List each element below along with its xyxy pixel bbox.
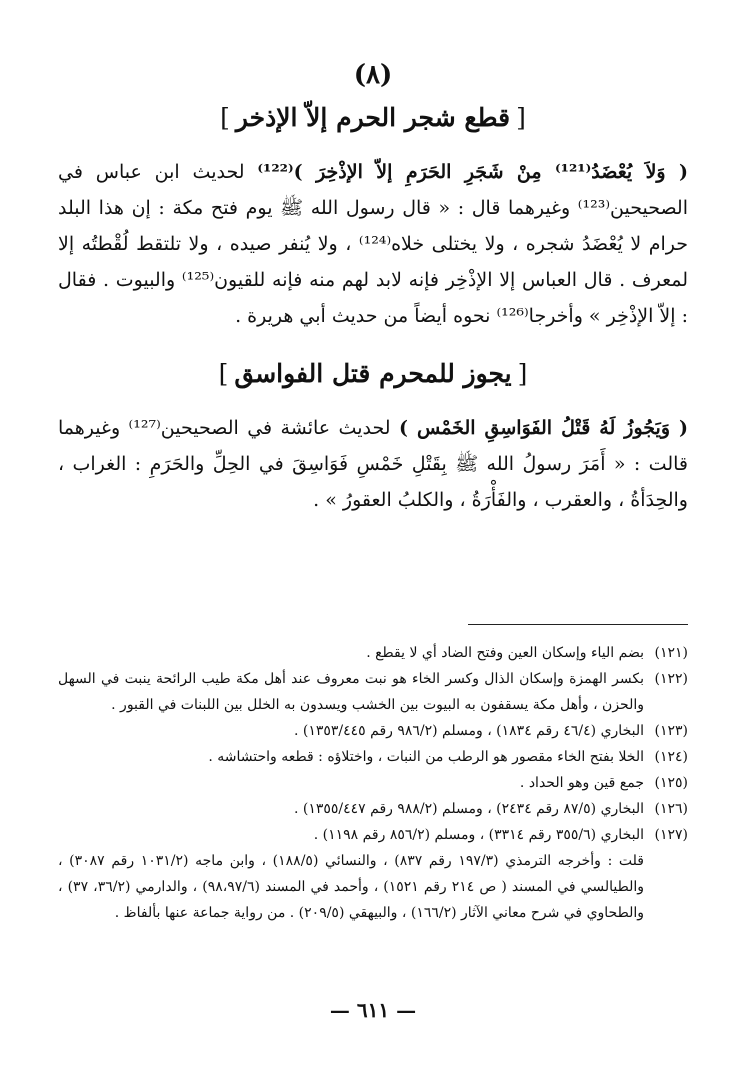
footnote-121	[58, 640, 688, 666]
section1-title: قطع شجر الحرم إلاّ الإذخر	[235, 103, 511, 132]
footnote-127	[58, 822, 688, 848]
footnote-number: (١٢٦)	[654, 801, 688, 817]
section1-heading	[58, 100, 688, 136]
section2-text	[58, 410, 688, 518]
section1-quote: ( وَلاَ يُعْضَدُ⁽¹²¹⁾ مِنْ شَجَرِ الحَرَمِ إلاّ الإذْخِرَ )⁽¹²²⁾	[257, 161, 688, 183]
footnote-text: بكسر الهمزة وإسكان الذال وكسر الخاء هو نبت معروف عند أهل مكة طيب الرائحة ينبت في السهل والحزن ، وأهل مكة يسقفون به البيوت بين الخشب ويسدون به الخلل بين اللبنات في القبور .	[58, 671, 644, 713]
footnote-number: (١٢٣)	[654, 723, 688, 739]
footnote-126	[58, 796, 688, 822]
section1-body: لحديث ابن عباس في الصحيحين⁽¹²³⁾ وغيرهما قال : « قال رسول الله ﷺ يوم فتح مكة : إن هذا البلد حرام لا يُعْضَدُ شجره ، ولا يختلى خلاه⁽¹²⁴⁾ ، ولا يُنفر صيده ، ولا تلتقط لُقْطتُه إلا لمعرف . قال العباس إلا الإذْخِر فإنه لابد لهم منه فإنه للقيون⁽¹²⁵⁾ والبيوت . فقال : إلاّ الإذْخِر » وأخرجا⁽¹²⁶⁾ نحوه أيضاً من حديث أبي هريرة .	[58, 161, 689, 327]
footnote-text: البخاري (٣٥٥/٦ رقم ٣٣١٤) ، ومسلم (٨٥٦/٢ رقم ١١٩٨) .	[313, 827, 644, 843]
footnote-text: البخاري (٤٦/٤ رقم ١٨٣٤) ، ومسلم (٩٨٦/٢ رقم ١٣٥٣/٤٤٥) .	[293, 723, 644, 739]
section2-quote: ( وَيَجُوزُ لَهُ قَتْلُ الفَوَاسِقِ الخَمْس )	[398, 417, 689, 439]
footnote-text: الخلا بفتح الخاء مقصور هو الرطب من النبات ، واختلاؤه : قطعه واحتشاشه .	[208, 749, 644, 765]
footnote-number: (١٢٥)	[654, 775, 688, 791]
section1-text	[58, 154, 688, 334]
footnote-number: (١٢٤)	[654, 749, 688, 765]
footnote-text: بضم الياء وإسكان العين وفتح الضاد أي لا يقطع .	[366, 645, 644, 661]
bracket-close: ]	[220, 103, 230, 132]
section2-heading	[58, 356, 688, 392]
book-page	[58, 58, 688, 1048]
footnote-125	[58, 770, 688, 796]
footnote-text: جمع قين وهو الحداد .	[519, 775, 644, 791]
footnote-number: (١٢٢)	[654, 671, 688, 687]
section2-body: لحديث عائشة في الصحيحين⁽¹²⁷⁾ وغيرهما قالت : « أَمَرَ رسولُ الله ﷺ بِقَتْلِ خَمْسِ فَوَاسِقَ في الحِلِّ والحَرَمِ : الغراب ، والحِدَأةُ ، والعقرب ، والفَأْرَةُ ، والكلبُ العقورُ » .	[58, 417, 688, 511]
footnote-divider	[468, 624, 688, 625]
footnotes	[58, 640, 688, 926]
chapter-number: (٨)	[353, 60, 393, 90]
bracket-open: [	[516, 103, 526, 132]
footnote-number: (١٢٧)	[654, 827, 688, 843]
footnote-124	[58, 744, 688, 770]
footnote-122	[58, 666, 688, 718]
footnote-127-continuation: قلت : وأخرجه الترمذي (١٩٧/٣ رقم ٨٣٧) ، والنسائي (١٨٨/٥) ، وابن ماجه (١٠٣١/٢ رقم ٣٠٨٧) ، والطيالسي في المسند ( ص ٢١٤ رقم ١٥٢١) ، وأحمد في المسند (٩٨،٩٧/٦) ، والدارمي (٣٦/٢، ٣٧) ، والطحاوي في شرح معاني الآثار (١٦٦/٢) ، والبيهقي (٢٠٩/٥) . من رواية جماعة عنها بألفاظ .	[58, 853, 644, 921]
page-number: — ٦١١ —	[329, 998, 417, 1022]
bracket-close: ]	[218, 359, 229, 388]
bracket-open: [	[517, 359, 528, 388]
footnote-number: (١٢١)	[654, 645, 688, 661]
footnote-123	[58, 718, 688, 744]
section2-title: يجوز للمحرم قتل الفواسق	[234, 359, 512, 388]
footnote-text: البخاري (٨٧/٥ رقم ٢٤٣٤) ، ومسلم (٩٨٨/٢ رقم ١٣٥٥/٤٤٧) .	[293, 801, 644, 817]
